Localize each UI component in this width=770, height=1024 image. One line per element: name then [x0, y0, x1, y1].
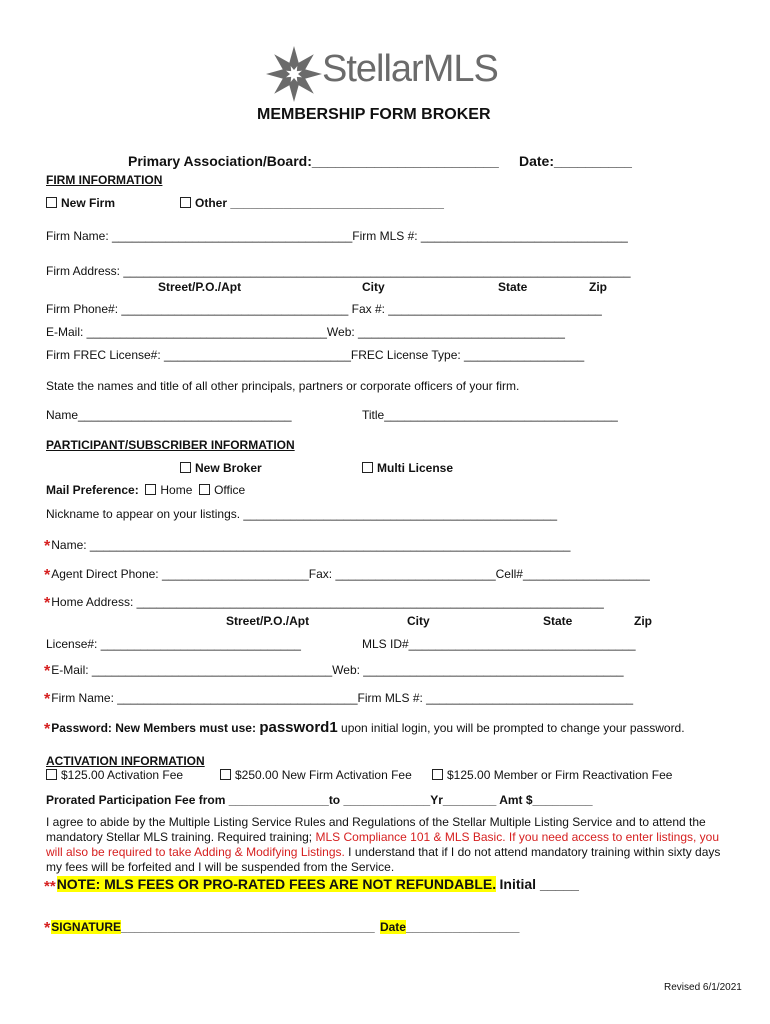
header-date-field[interactable]: Date:__________ [519, 153, 632, 169]
home-checkbox[interactable] [145, 484, 156, 495]
state-label: State [543, 614, 573, 628]
prorated-fee-field[interactable]: Prorated Participation Fee from _______________to _____________Yr________ Amt $_________ [46, 793, 593, 807]
checkbox-icon[interactable] [432, 769, 443, 780]
city-label: City [362, 280, 385, 294]
agent-email-field[interactable]: *E-Mail: ____________________________________Web: _______________________________________ [44, 663, 624, 680]
agent-phone-field[interactable]: *Agent Direct Phone: ______________________Fax: ________________________Cell#___________________ [44, 567, 650, 584]
new-firm-fee-option[interactable]: $250.00 New Firm Activation Fee [220, 768, 412, 782]
agent-name-field[interactable]: *Name: ________________________________________________________________________ [44, 538, 571, 555]
checkbox-icon[interactable] [46, 197, 57, 208]
state-label: State [498, 280, 528, 294]
zip-label: Zip [634, 614, 652, 628]
agreement-paragraph: I agree to abide by the Multiple Listing Service Rules and Regulations of the Stellar Multiple Listing Service and to attend the mandatory Stellar MLS training. Required training; MLS Compliance 101 & MLS Basic. If you need access to enter listings, you will also be required to take Adding & Modifying Listings. I understand that if I do not attend mandatory training within sixty days my fees will be forfeited and I will be suspended from the Service. [46, 815, 721, 874]
office-checkbox[interactable] [199, 484, 210, 495]
initial-field[interactable]: Initial _____ [499, 876, 579, 892]
zip-label: Zip [589, 280, 607, 294]
other-option[interactable]: Other ________________________________ [180, 196, 444, 210]
refund-note: **NOTE: MLS FEES OR PRO-RATED FEES ARE NOT REFUNDABLE. Initial _____ [44, 876, 579, 895]
revised-date: Revised 6/1/2021 [664, 982, 742, 993]
stellar-star-icon [266, 44, 322, 104]
activation-heading: ACTIVATION INFORMATION [46, 754, 205, 768]
activation-fee-option[interactable]: $125.00 Activation Fee [46, 768, 183, 782]
firm-name-field[interactable]: Firm Name: ____________________________________Firm MLS #: _______________________________ [46, 229, 628, 243]
signature-date-field[interactable]: _________________ [405, 920, 520, 934]
checkbox-icon[interactable] [180, 462, 191, 473]
license-field[interactable]: License#: ______________________________ [46, 637, 301, 651]
checkbox-icon[interactable] [220, 769, 231, 780]
new-firm-option[interactable]: New Firm [46, 196, 115, 210]
principal-name-field[interactable]: Name________________________________ [46, 408, 292, 422]
street-label: Street/P.O./Apt [226, 614, 310, 628]
firm-information-heading: FIRM INFORMATION [46, 173, 163, 187]
primary-association-field[interactable]: Primary Association/Board:________________________ [128, 153, 499, 169]
participant-heading: PARTICIPANT/SUBSCRIBER INFORMATION [46, 438, 295, 452]
default-password: password1 [259, 719, 338, 736]
stellar-mls-logo [266, 44, 506, 104]
firm-email-field[interactable]: E-Mail: ____________________________________Web: _______________________________ [46, 325, 565, 339]
multi-license-option[interactable]: Multi License [362, 461, 453, 475]
checkbox-icon[interactable] [180, 197, 191, 208]
mls-id-field[interactable]: MLS ID#__________________________________ [362, 637, 636, 651]
home-address-field[interactable]: *Home Address: ______________________________________________________________________ [44, 595, 604, 612]
signature-field[interactable]: ______________________________________ [121, 920, 375, 934]
firm-phone-field[interactable]: Firm Phone#: __________________________________ Fax #: ________________________________ [46, 302, 602, 316]
principal-title-field[interactable]: Title___________________________________ [362, 408, 618, 422]
firm-address-field[interactable]: Firm Address: ____________________________________________________________________________ [46, 264, 631, 278]
checkbox-icon[interactable] [362, 462, 373, 473]
reactivation-fee-option[interactable]: $125.00 Member or Firm Reactivation Fee [432, 768, 672, 782]
checkbox-icon[interactable] [46, 769, 57, 780]
logo-text: StellarMLS [322, 48, 498, 90]
city-label: City [407, 614, 430, 628]
password-info: *Password: New Members must use: password1 upon initial login, you will be prompted to change your password. [44, 719, 685, 738]
firm-frec-field[interactable]: Firm FREC License#: ____________________________FREC License Type: __________________ [46, 348, 585, 362]
nickname-field[interactable]: Nickname to appear on your listings. _______________________________________________ [46, 507, 558, 521]
agent-firm-field[interactable]: *Firm Name: ____________________________________Firm MLS #: _______________________________ [44, 691, 634, 708]
signature-row: *SIGNATURE______________________________________ Date_________________ [44, 920, 520, 937]
street-label: Street/P.O./Apt [158, 280, 242, 294]
principals-instruction: State the names and title of all other principals, partners or corporate officers of your firm. [46, 379, 520, 393]
form-title: MEMBERSHIP FORM BROKER [257, 106, 491, 123]
new-broker-option[interactable]: New Broker [180, 461, 262, 475]
mail-preference: Mail Preference: Home Office [46, 483, 246, 497]
